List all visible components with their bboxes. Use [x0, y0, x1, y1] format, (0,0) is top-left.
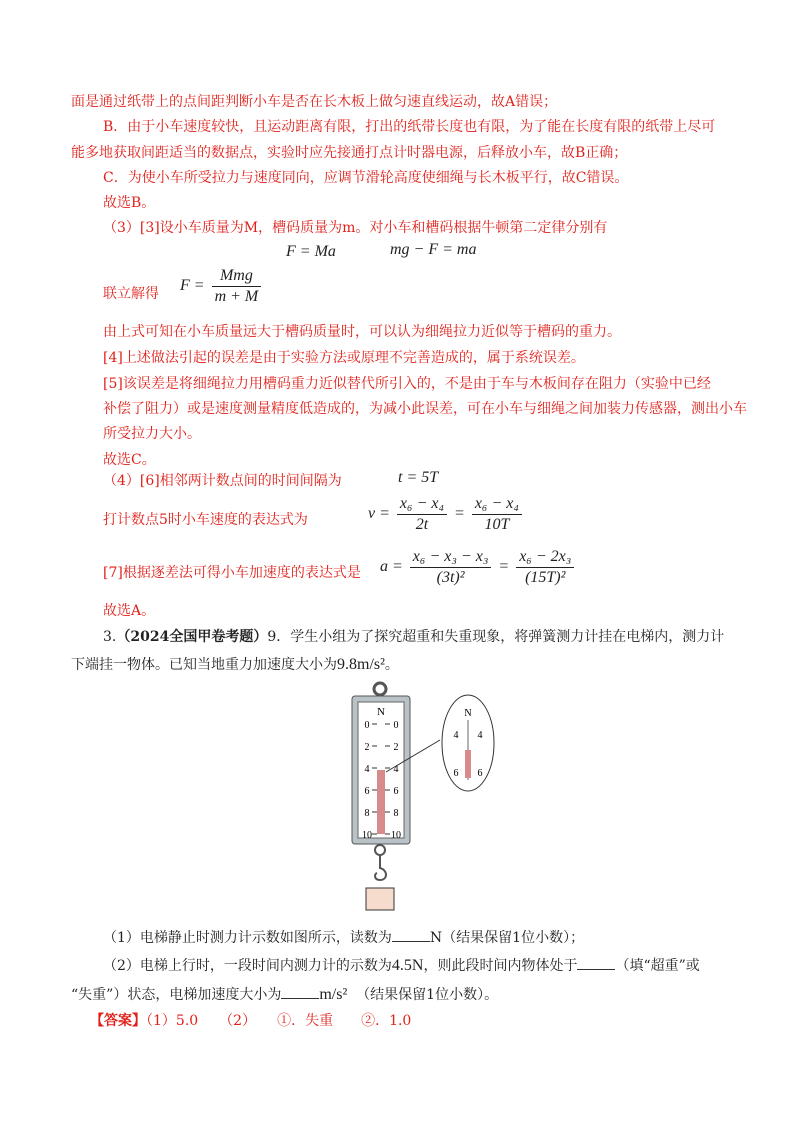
question-text: 9．学生小组为了探究超重和失重现象，将弹簧测力计挂在电梯内，测力计	[267, 629, 725, 645]
question-text	[71, 655, 399, 675]
text: “失重”）状态，电梯加速度大小为	[71, 987, 282, 1003]
answer-blank[interactable]	[577, 955, 615, 970]
equation-velocity: v = $\frac{\text{x₆ − x₄}}{2t}$ = $\frac{\text{x₆ − x₄}}{10T}$	[368, 494, 525, 535]
scale-tick-label: 4	[393, 764, 399, 775]
hanging-ring	[374, 683, 386, 695]
zoom-tick-label: 6	[477, 768, 483, 779]
equation-lhs: v =	[368, 505, 390, 523]
text: ，则此段时间内物体处于	[423, 958, 578, 974]
scale-tick-label: 6	[393, 786, 399, 797]
fraction	[472, 494, 522, 535]
weight-block	[366, 888, 394, 910]
paragraph: 故选C。	[103, 452, 156, 468]
scale-tick-label: 2	[393, 742, 399, 753]
answer-label: 【答案】	[90, 1013, 146, 1029]
text: 下端挂一物体。已知当地重力加速度大小为	[71, 657, 337, 673]
numerator: x₆ − x₄	[472, 494, 522, 515]
text: （1）电梯静止时测力计示数如图所示，读数为	[103, 930, 392, 946]
fraction	[397, 494, 447, 535]
equation-tension	[180, 266, 264, 307]
fraction	[212, 266, 262, 307]
numerator: x₆ − 2x₃	[516, 547, 574, 568]
hook	[375, 855, 386, 880]
text: （结果保留1位小数）。	[356, 987, 499, 1003]
paragraph: （4）[6]相邻两计数点间的时间间隔为	[103, 473, 342, 489]
paragraph: 能多地获取间距适当的数据点，实验时应先接通打点计时器电源，后释放小车，故B正确；	[71, 145, 628, 161]
equation-acceleration: a = $\frac{\text{x₆ − x₃ − x₃}}{\text{(3t)²}}$ = $\frac{\text{x₆ − 2x₃}}{\text{(15T)²}}$	[380, 547, 577, 588]
zoom-indicator	[465, 750, 471, 778]
paragraph: 故选B。	[103, 195, 156, 211]
denominator: 2t	[415, 516, 429, 533]
fraction	[410, 547, 492, 588]
zoom-tick-label: 6	[453, 768, 459, 779]
paragraph: B．由于小车速度较快，且运动距离有限，打出的纸带长度也有限，为了能在长度有限的纸带上尽可	[103, 119, 716, 135]
zoom-tick-label: 4	[477, 730, 483, 741]
unit-label: N	[377, 706, 385, 718]
paragraph: [7]根据逐差法可得小车加速度的表达式是	[103, 565, 361, 581]
fraction	[516, 547, 574, 588]
zoom-unit-label: N	[464, 708, 472, 719]
numerator: x₆ − x₄	[397, 494, 447, 515]
question-number: 3.	[103, 629, 117, 645]
equation-lhs: a =	[380, 558, 403, 576]
equation-lhs: F =	[180, 277, 205, 295]
sub-question-2-cont	[71, 984, 498, 1005]
sub-question-1	[103, 927, 584, 948]
zoom-tick-label: 4	[453, 730, 459, 741]
equation-interval: t = 5T	[398, 469, 439, 486]
answer	[90, 1011, 411, 1031]
paragraph: 联立解得	[103, 286, 159, 302]
paragraph: 补偿了阻力）或是速度测量精度低造成的，为减小此误差，可在小车与细绳之间加装力传感器，测出小车	[103, 401, 747, 417]
denominator: (15T)²	[525, 569, 566, 586]
answer-blank[interactable]	[281, 984, 319, 999]
paragraph: 面是通过纸带上的点间距判断小车是否在长木板上做匀速直线运动，故A错误；	[71, 94, 558, 110]
scale-tick-label: 10	[362, 830, 372, 841]
text: （2）电梯上行时，一段时间内测力计的示数为	[103, 958, 392, 974]
scale-tick-label: 4	[364, 764, 370, 775]
scale-tick-label: 6	[364, 786, 370, 797]
denominator: m + M	[214, 288, 259, 305]
answer-blank[interactable]	[392, 927, 430, 942]
denominator: (3t)²	[436, 569, 465, 586]
scale-tick-label: 10	[391, 830, 401, 841]
paragraph: [4]上述做法引起的误差是由于实验方法或原理不完善造成的，属于系统误差。	[103, 350, 585, 366]
scale-tick-label: 0	[393, 720, 399, 731]
paragraph: 由上式可知在小车质量远大于槽码质量时，可以认为细绳拉力近似等于槽码的重力。	[103, 324, 621, 340]
question-source: （2024全国甲卷考题）	[116, 629, 268, 645]
paragraph: [5]该误差是将细绳拉力用槽码重力近似替代所引入的，不是由于车与木板间存在阻力（实验中已经	[103, 376, 711, 392]
paragraph: C．为使小车所受拉力与速度同向，应调节滑轮高度使细绳与长木板平行，故C错误。	[103, 170, 629, 186]
unit: m/s²	[319, 986, 348, 1003]
paragraph: 打计数点5时小车速度的表达式为	[103, 512, 308, 528]
equation-newton-car: F = Ma	[286, 243, 336, 260]
scale-tick-label: 8	[364, 808, 370, 819]
scale-tick-label: 0	[364, 720, 370, 731]
text: 。	[384, 657, 399, 673]
numerator: Mmg	[212, 266, 262, 287]
gravity-value: 9.8m/s²	[337, 656, 385, 673]
answer-text: （1）5.0 （2） ①．失重 ②．1.0	[146, 1013, 412, 1029]
sub-question-2	[103, 955, 700, 976]
paragraph: 所受拉力大小。	[103, 426, 201, 442]
reading-value: 4.5N	[391, 957, 424, 974]
question-heading	[103, 627, 724, 647]
equation-newton-weight: mg − F = ma	[390, 241, 477, 258]
denominator: 10T	[484, 516, 510, 533]
text: N（结果保留1位小数）；	[429, 930, 585, 946]
spring-scale-figure	[330, 680, 500, 920]
paragraph: （3）[3]设小车质量为M，槽码质量为m。对小车和槽码根据牛顿第二定律分别有	[103, 220, 608, 236]
paragraph: 故选A。	[103, 603, 156, 619]
scale-tick-label: 2	[364, 742, 370, 753]
scale-tick-label: 8	[393, 808, 399, 819]
numerator: x₆ − x₃ − x₃	[410, 547, 492, 568]
spring-indicator	[377, 770, 385, 834]
text: （填“超重”或	[615, 958, 700, 974]
